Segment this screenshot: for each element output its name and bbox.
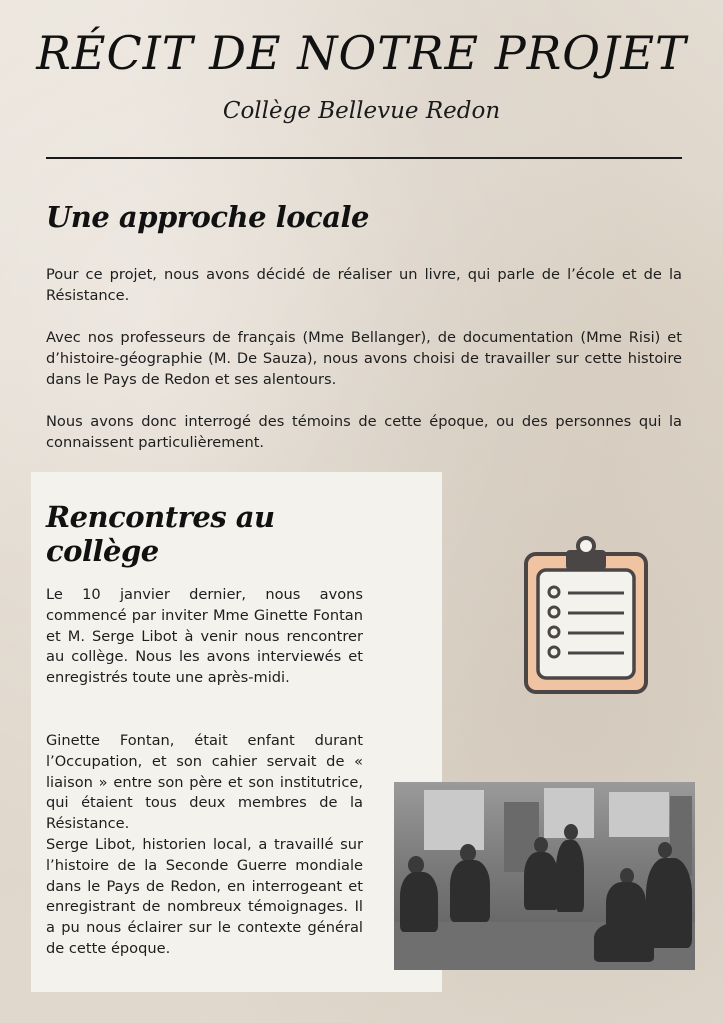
section-heading-rencontres: Rencontres au collège [46, 500, 275, 568]
approche-paragraph-2: Avec nos professeurs de français (Mme Bellanger), de documentation (Mme Risi) et d’histoire-géographie (M. De Sauza), nous avons choisi de travailler sur cette histoire dans le Pays de Redon et ses alentours. [46, 329, 682, 388]
approche-paragraph-1: Pour ce projet, nous avons décidé de réaliser un livre, qui parle de l’école et de la Résistance. [46, 266, 682, 304]
rencontres-paragraph-2: Ginette Fontan, était enfant durant l’Occupation, et son cahier servait de « liaison » entre son père et son institutrice, qui étaient tous deux membres de la Résistance. Serge Libot, historien local, a travaillé sur l’histoire de la Seconde Guerre mondiale dans le Pays de Redon, en interrogeant et enregistrant de nombreux témoignages. Il a pu nous éclairer sur le contexte général de cette époque. [46, 732, 363, 957]
rencontres-paragraph-1: Le 10 janvier dernier, nous avons commencé par inviter Mme Ginette Fontan et M. Serge Libot à venir nous rencontrer au collège. Nous les avons interviewés et enregistrés toute une après-midi. [46, 586, 363, 687]
page-subtitle: Collège Bellevue Redon [222, 98, 501, 124]
approche-paragraph-3: Nous avons donc interrogé des témoins de cette époque, ou des personnes qui la connaissent particulièrement. [46, 413, 682, 451]
title-divider [46, 157, 682, 159]
clipboard-checklist-icon [522, 536, 650, 696]
meeting-photo [394, 782, 695, 970]
section-heading-approche: Une approche locale [46, 200, 369, 234]
page-title: RÉCIT DE NOTRE PROJET [36, 26, 687, 80]
